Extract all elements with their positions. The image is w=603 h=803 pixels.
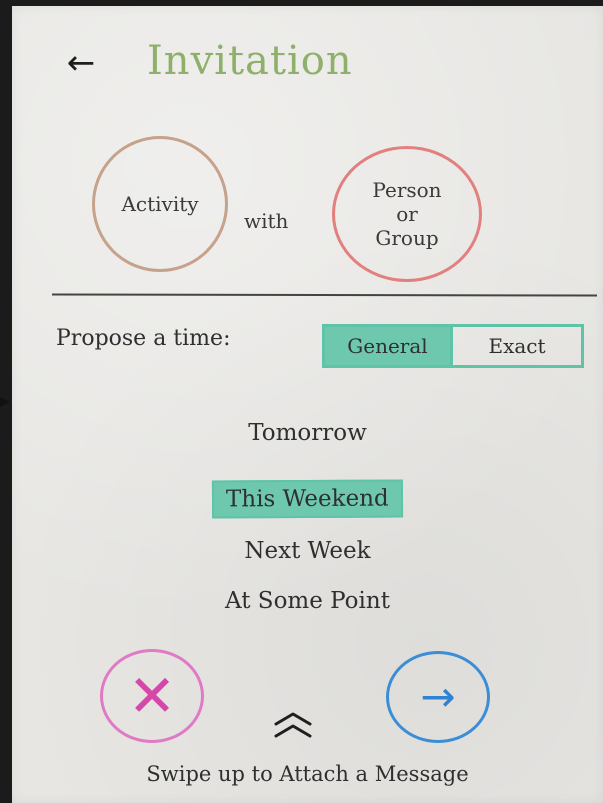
divider — [52, 294, 597, 297]
time-option-label: At Some Point — [225, 588, 390, 614]
segment-general[interactable]: General — [325, 327, 453, 365]
activity-selector[interactable] — [92, 136, 228, 272]
group-line: Group — [375, 226, 439, 250]
app-canvas — [12, 6, 603, 803]
send-arrow-icon: → — [420, 672, 456, 721]
propose-time-label: Propose a time: — [56, 326, 231, 351]
time-option-this-weekend[interactable] — [12, 480, 603, 518]
time-option-label: Next Week — [244, 538, 371, 564]
pointer-marker-icon — [0, 397, 10, 407]
back-arrow-icon[interactable]: ← — [66, 43, 96, 83]
with-label: with — [244, 209, 289, 233]
double-chevron-up-icon[interactable] — [268, 706, 318, 746]
swipe-up-hint: Swipe up to Attach a Message — [146, 762, 469, 786]
selected-option-highlight — [212, 480, 403, 519]
page-title: Invitation — [147, 38, 353, 84]
time-option-at-some-point[interactable] — [12, 588, 603, 614]
activity-label: Activity — [121, 192, 199, 216]
person-or-group-selector[interactable] — [332, 146, 482, 282]
time-mode-toggle — [322, 324, 584, 368]
close-icon: ✕ — [127, 662, 177, 730]
time-option-next-week[interactable] — [12, 538, 603, 564]
time-option-tomorrow[interactable] — [12, 420, 603, 446]
send-button[interactable] — [386, 651, 490, 743]
or-line: or — [396, 202, 418, 226]
time-option-label: This Weekend — [226, 485, 389, 513]
segment-exact[interactable]: Exact — [488, 334, 546, 358]
cancel-button[interactable] — [100, 649, 204, 743]
time-option-label: Tomorrow — [248, 420, 367, 446]
person-line: Person — [372, 178, 442, 202]
